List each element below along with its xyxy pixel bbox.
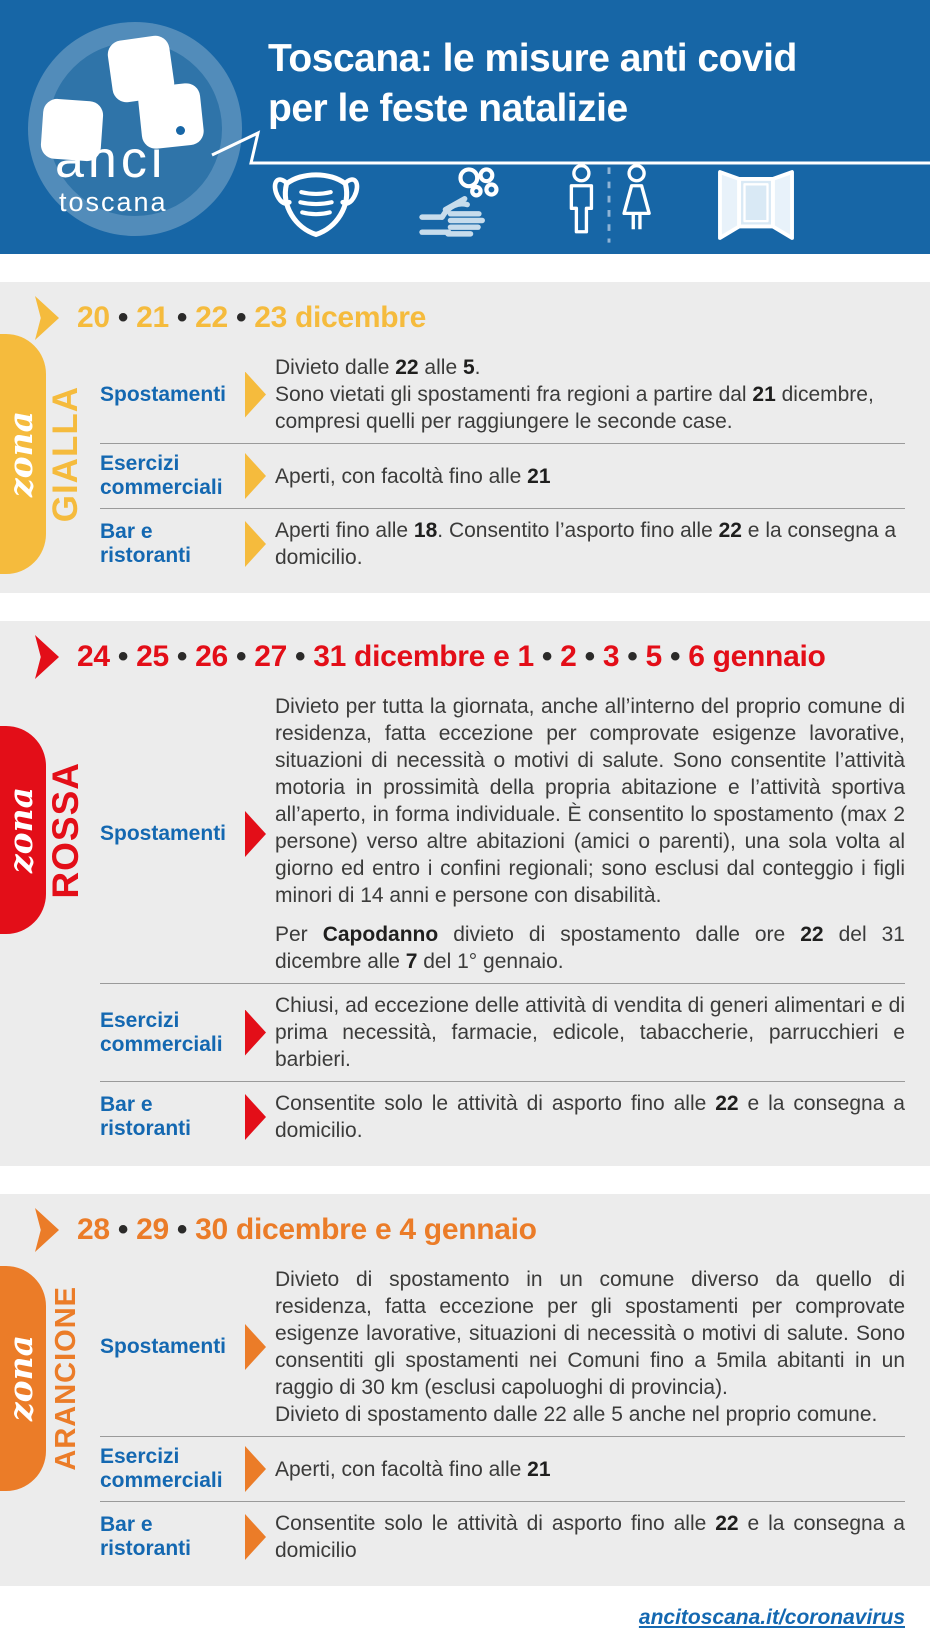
covid-measures-icons xyxy=(270,162,802,248)
face-mask-icon xyxy=(270,162,362,248)
row-label: Esercizi commerciali xyxy=(100,1445,223,1492)
row-label: Bar e ristoranti xyxy=(100,520,192,567)
zone-name-wrap xyxy=(46,334,86,574)
row-label: Esercizi commerciali xyxy=(100,452,223,499)
zone-name-rossa: ROSSA xyxy=(45,761,86,899)
row-text: Aperti, con facoltà fino alle 21 xyxy=(275,464,551,488)
date-row xyxy=(35,1208,905,1252)
row-text: Divieto dalle 22 alle 5. Sono vietati gli spostamenti fra regioni a partire dal 21 dicembre, compresi quelli per raggiungere le seconde case. xyxy=(275,356,874,433)
arrow-right-icon xyxy=(245,1010,266,1056)
table-row-esercizi-commerciali xyxy=(100,984,905,1081)
section-zona-rossa xyxy=(0,621,930,1166)
arrow-right-icon xyxy=(245,1324,266,1370)
row-label: Spostamenti xyxy=(100,1335,227,1358)
spacer xyxy=(0,254,930,282)
arrow-right-icon xyxy=(245,811,266,857)
zona-rossa-tab xyxy=(0,726,46,934)
logo-dot-icon xyxy=(176,126,185,135)
arrow-right-icon xyxy=(245,1514,266,1560)
rules-table xyxy=(100,685,905,1152)
spacer xyxy=(0,1166,930,1194)
date-row xyxy=(35,296,905,340)
rules-table xyxy=(100,1258,905,1572)
arrow-right-icon xyxy=(245,1094,266,1140)
open-window-icon xyxy=(710,162,802,248)
arrow-right-icon xyxy=(35,1208,59,1252)
row-text: Consentite solo le attività di asporto fino alle 22 e la consegna a domicilio xyxy=(275,1512,905,1562)
row-text: Divieto per tutta la giornata, anche all’interno del proprio comune di residenza, fatta eccezione per comprovate esigenze lavorative, situazioni di necessità o motivi di salute. Sono consentite l’attività motoria in prossimità della propria abitazione e l’attività sportiva all’aperto, in forma individuale. È consentito lo spostamento (max 2 persone) verso altre abitazioni (amici o parenti), una sola volta al giorno ed entro i confini regionali; sono esclusi dal conteggio i figli minori di 14 anni e persone con disabilità. Per Capodanno divieto di spostamento dalle ore 22 del 31 dicembre alle 7 del 1° gennaio. xyxy=(275,695,905,973)
row-text: Aperti fino alle 18. Consentito l’asporto fino alle 22 e la consegna a domicilio. xyxy=(275,519,897,569)
table-row-spostamenti xyxy=(100,1258,905,1436)
row-label: Esercizi commerciali xyxy=(100,1008,223,1056)
table-row-bar-e-ristoranti xyxy=(100,1082,905,1152)
social-distancing-icon xyxy=(563,162,655,248)
page-title xyxy=(268,34,797,134)
row-label: Bar e ristoranti xyxy=(100,1093,192,1140)
table-row-esercizi-commerciali xyxy=(100,444,905,508)
zona-script-label: zona xyxy=(1,1335,40,1422)
row-label: Bar e ristoranti xyxy=(100,1513,192,1560)
logo-text-anci: anci xyxy=(55,131,167,189)
zona-arancione-tab xyxy=(0,1266,46,1491)
zone-name-gialla: GIALLA xyxy=(46,385,85,523)
page-title-line1: Toscana: le misure anti covid xyxy=(268,37,797,80)
arrow-right-icon xyxy=(245,453,266,499)
table-row-spostamenti xyxy=(100,685,905,983)
zona-gialla-tab xyxy=(0,334,46,574)
hand-washing-icon xyxy=(417,162,509,248)
spacer xyxy=(0,593,930,621)
zone-name-wrap xyxy=(46,726,86,934)
row-text: Aperti, con facoltà fino alle 21 xyxy=(275,1457,551,1481)
table-row-spostamenti xyxy=(100,346,905,443)
section-zona-arancione xyxy=(0,1194,930,1586)
arrow-right-icon xyxy=(245,372,266,418)
section-zona-gialla xyxy=(0,282,930,593)
date-heading: 28 • 29 • 30 dicembre e 4 gennaio xyxy=(77,1213,537,1246)
table-row-esercizi-commerciali xyxy=(100,1437,905,1501)
table-row-bar-e-ristoranti xyxy=(100,1502,905,1572)
page-title-line2: per le feste natalizie xyxy=(268,87,628,130)
zone-name-wrap xyxy=(46,1266,86,1491)
footer xyxy=(0,1586,930,1630)
zone-name-arancione: ARANCIONE xyxy=(49,1286,82,1471)
row-text: Consentite solo le attività di asporto fino alle 22 e la consegna a domicilio. xyxy=(275,1092,905,1142)
header xyxy=(0,0,930,254)
date-row xyxy=(35,635,905,679)
arrow-right-icon xyxy=(245,1446,266,1492)
arrow-right-icon xyxy=(245,521,266,567)
row-text: Chiusi, ad eccezione delle attività di vendita di generi alimentari e di prima necessità, farmacie, edicole, tabaccherie, parrucchieri e barbieri. xyxy=(275,994,905,1071)
arrow-right-icon xyxy=(35,635,59,679)
date-heading: 24 • 25 • 26 • 27 • 31 dicembre e 1 • 2 • 3 • 5 • 6 gennaio xyxy=(77,640,826,673)
logo-text-toscana: toscana xyxy=(59,187,168,217)
zona-script-label: zona xyxy=(1,410,40,498)
coronavirus-info-link[interactable]: ancitoscana.it/coronavirus xyxy=(638,1606,905,1629)
rules-table xyxy=(100,346,905,579)
row-text: Divieto di spostamento in un comune diverso da quello di residenza, fatta eccezione per gli spostamenti per comprovate esigenze lavorative, situazioni di necessità o motivi di salute. Sono consentiti gli spostamenti nei Comuni fino a 5mila abitanti in un raggio di 30 km (esclusi capoluoghi di provincia). Divieto di spostamento dalle 22 alle 5 anche nel proprio comune. xyxy=(275,1268,905,1426)
zona-script-label: zona xyxy=(1,786,40,874)
table-row-bar-e-ristoranti xyxy=(100,509,905,579)
row-label: Spostamenti xyxy=(100,822,227,845)
date-heading: 20 • 21 • 22 • 23 dicembre xyxy=(77,301,426,334)
row-label: Spostamenti xyxy=(100,382,227,406)
